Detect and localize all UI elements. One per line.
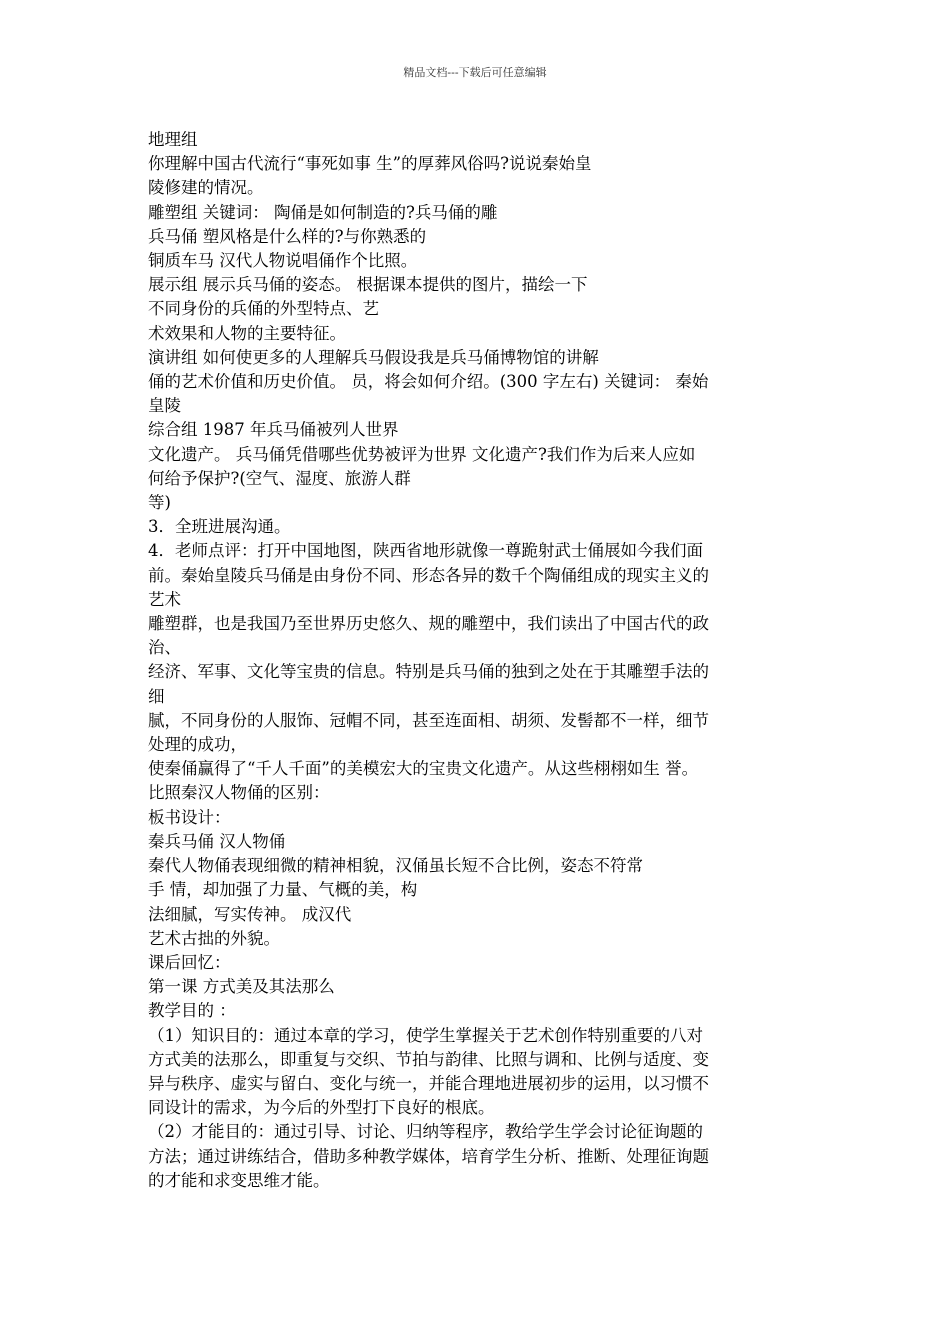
text-line: 俑的艺术价值和历史价值。 员，将会如何介绍。(300 字左右) 关键词： 秦始 — [148, 372, 709, 392]
text-line: 文化遗产。 兵马俑凭借哪些优势被评为世界 文化遗产?我们作为后来人应如 — [148, 444, 696, 464]
text-line: 秦兵马俑 汉人物俑 — [148, 831, 286, 851]
text-line: 陵修建的情况。 — [148, 178, 264, 198]
text-line: 同设计的需求，为今后的外型打下良好的根底。 — [148, 1098, 495, 1118]
text-line: 皇陵 — [148, 396, 181, 416]
text-line: 你理解中国古代流行“事死如事 生”的厚葬风俗吗?说说秦始皇 — [148, 154, 592, 174]
text-line: 的才能和求变思维才能。 — [148, 1170, 330, 1190]
text-line: 板书设计： — [148, 807, 231, 827]
text-line: 方法；通过讲练结合，借助多种教学媒体，培育学生分析、推断、处理征询题 — [148, 1146, 709, 1166]
text-line: 展示组 展示兵马俑的姿态。 根据课本提供的图片，描绘一下 — [148, 275, 588, 295]
page-header: 精品文档---下载后可任意编辑 — [403, 66, 547, 79]
text-line: 3．全班进展沟通。 — [148, 517, 291, 537]
text-line: 铜质车马 汉代人物说唱俑作个比照。 — [148, 251, 418, 271]
text-line: 等) — [148, 493, 171, 513]
text-line: 治、 — [148, 638, 181, 658]
text-line: 腻，不同身份的人服饰、冠帽不同，甚至连面相、胡须、发髻都不一样，细节 — [148, 710, 709, 730]
text-line: 术效果和人物的主要特征。 — [148, 323, 346, 343]
text-line: 法细腻，写实传神。 成汉代 — [148, 904, 352, 924]
text-line: 不同身份的兵俑的外型特点、艺 — [148, 299, 379, 319]
text-line: 处理的成功， — [148, 735, 247, 755]
text-line: 手 情，却加强了力量、气概的美，构 — [148, 880, 418, 900]
text-line: 前。秦始皇陵兵马俑是由身份不同、形态各异的数千个陶俑组成的现实主义的 — [148, 565, 709, 585]
text-line: 何给予保护?(空气、湿度、旅游人群 — [148, 468, 411, 488]
text-line: （2）才能目的：通过引导、讨论、归纳等程序，教给学生学会讨论征询题的 — [148, 1122, 703, 1142]
text-line: 综合组 1987 年兵马俑被列人世界 — [148, 420, 399, 440]
text-line: 地理组 — [148, 130, 198, 149]
text-line: （1）知识目的：通过本章的学习，使学生掌握关于艺术创作特别重要的八对 — [148, 1025, 703, 1045]
text-line: 雕塑群，也是我国乃至世界历史悠久、规的雕塑中，我们读出了中国古代的政 — [148, 614, 709, 634]
text-line: 第一课 方式美及其法那么 — [148, 977, 335, 997]
text-line: 艺术 — [148, 589, 181, 609]
text-line: 演讲组 如何使更多的人理解兵马假设我是兵马俑博物馆的讲解 — [148, 347, 599, 367]
text-line: 细 — [148, 686, 165, 706]
text-line: 雕塑组 关键词： 陶俑是如何制造的?兵马俑的雕 — [148, 202, 498, 222]
text-line: 兵马俑 塑风格是什么样的?与你熟悉的 — [148, 226, 427, 246]
text-line: 方式美的法那么，即重复与交织、节拍与韵律、比照与调和、比例与适度、变 — [148, 1049, 709, 1069]
text-line: 异与秩序、虚实与留白、变化与统一，并能合理地进展初步的运用，以习惯不 — [148, 1073, 709, 1093]
text-line: 经济、军事、文化等宝贵的信息。特别是兵马俑的独到之处在于其雕塑手法的 — [148, 662, 709, 682]
text-line: 教学目的 ： — [148, 1001, 236, 1021]
text-line: 使秦俑赢得了“千人千面”的美模宏大的宝贵文化遗产。从这些栩栩如生 誉。 — [148, 759, 699, 779]
text-line: 艺术古拙的外貌。 — [148, 928, 280, 948]
document-body — [148, 128, 808, 1193]
text-line: 秦代人物俑表现细微的精神相貌，汉俑虽长短不合比例，姿态不符常 — [148, 856, 643, 876]
text-line: 比照秦汉人物俑的区别： — [148, 783, 330, 803]
text-line: 课后回忆： — [148, 952, 231, 972]
text-line: 4．老师点评：打开中国地图，陕西省地形就像一尊跪射武士俑展如今我们面 — [148, 541, 703, 561]
